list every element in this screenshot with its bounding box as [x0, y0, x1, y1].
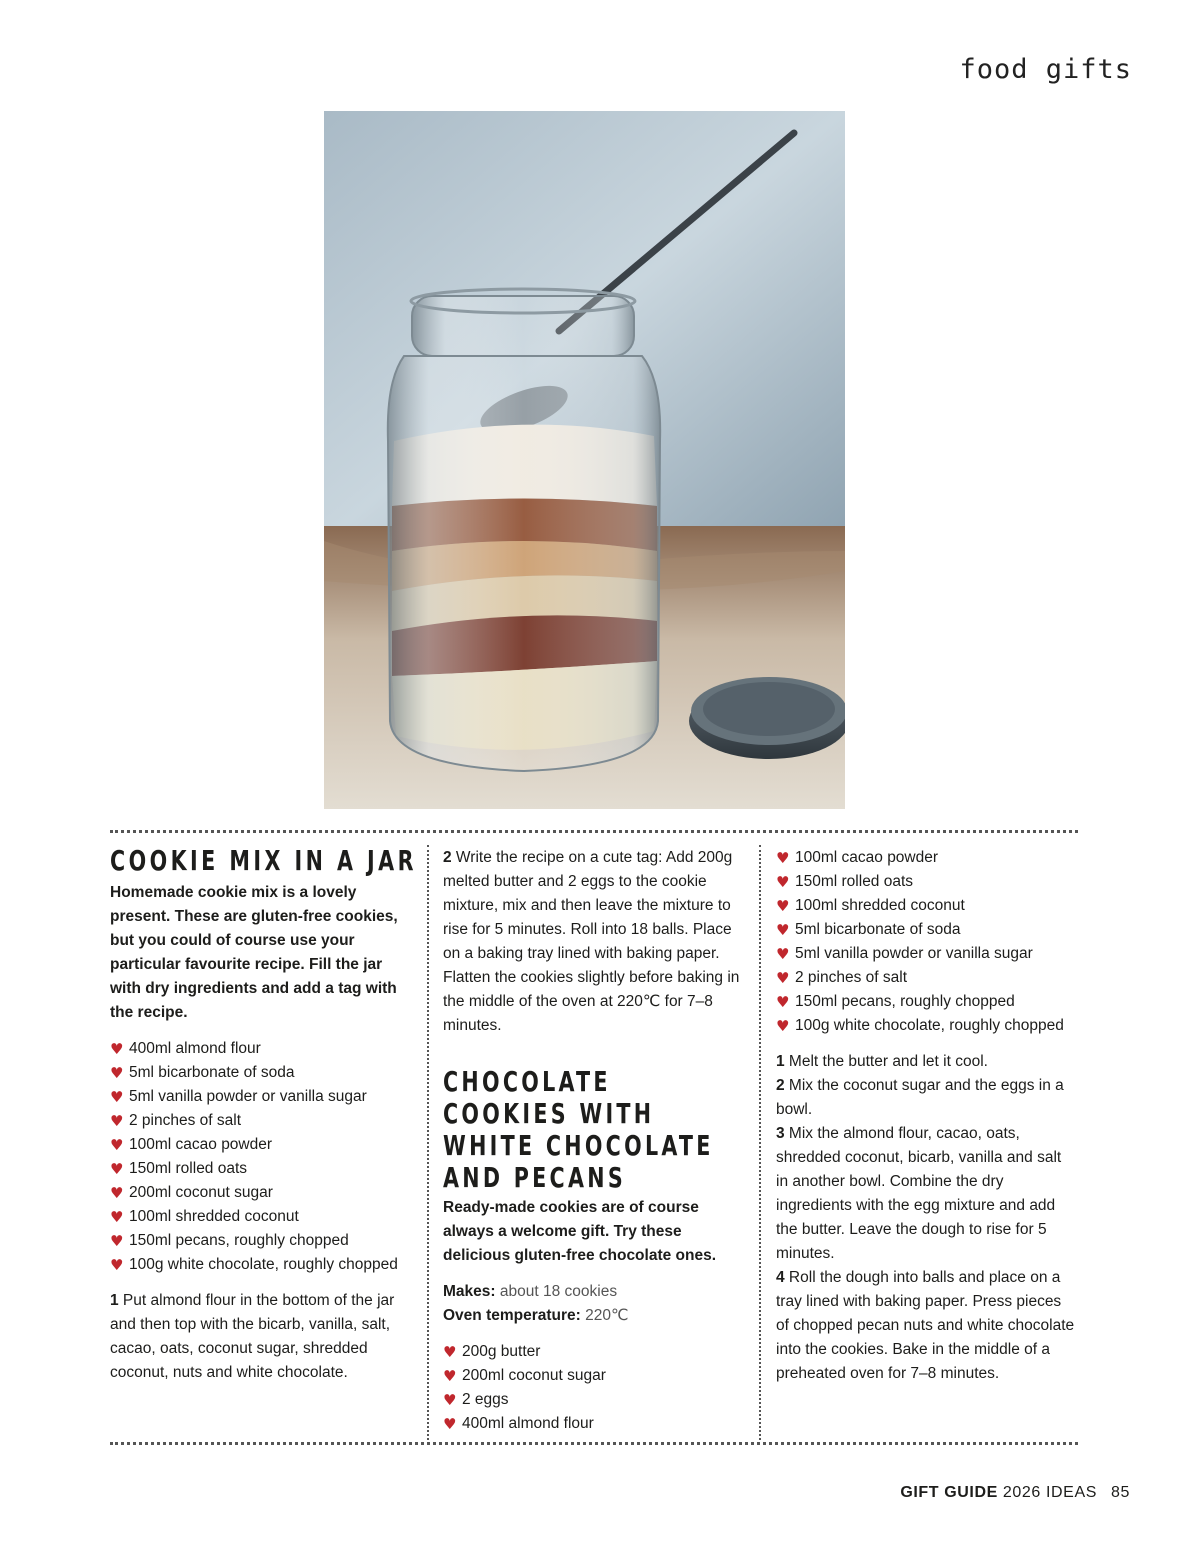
heart-icon: ♥ [443, 1391, 457, 1409]
ingredient-list-chocolate-cookies-cont [776, 846, 1076, 1038]
cookie-jar-photo [324, 111, 845, 809]
list-item: ♥ 2 pinches of salt [776, 966, 1076, 990]
section-tag: food gifts [959, 54, 1132, 85]
list-item: ♥ 100g white chocolate, roughly chopped [110, 1253, 408, 1277]
list-item: ♥ 100ml cacao powder [776, 846, 1076, 870]
heart-icon: ♥ [110, 1136, 124, 1154]
ingredient-list-cookie-mix [110, 1037, 408, 1277]
heart-icon: ♥ [110, 1088, 124, 1106]
method-step: 3 Mix the almond flour, cacao, oats, shredded coconut, bicarb, vanilla and salt in another bowl. Combine the dry ingredients with the egg mixture and add the butter. Leave the dough to rise for 5 minutes. [776, 1125, 1062, 1262]
heart-icon: ♥ [776, 897, 790, 915]
list-item: ♥ 200ml coconut sugar [443, 1364, 743, 1388]
top-dotted-rule [110, 830, 1078, 833]
column-divider-1 [427, 845, 429, 1440]
method-step: 2 Mix the coconut sugar and the eggs in a bowl. [776, 1077, 1064, 1118]
heart-icon: ♥ [110, 1184, 124, 1202]
heart-icon: ♥ [110, 1160, 124, 1178]
list-item: ♥ 5ml bicarbonate of soda [776, 918, 1076, 942]
heart-icon: ♥ [776, 969, 790, 987]
heart-icon: ♥ [776, 993, 790, 1011]
heart-icon: ♥ [110, 1256, 124, 1274]
ingredient-list-chocolate-cookies [443, 1340, 743, 1436]
method-step: 4 Roll the dough into balls and place on a tray lined with baking paper. Press pieces of chopped pecan nuts and white chocolate into the cookies. Bake in the middle of a preheated oven for 7–8 minutes. [776, 1269, 1075, 1382]
list-item: ♥ 400ml almond flour [110, 1037, 408, 1061]
list-item: ♥ 5ml bicarbonate of soda [110, 1061, 408, 1085]
recipe-intro-cookie-mix: Homemade cookie mix is a lovely present. These are gluten-free cookies, but you could of course use your particular favourite recipe. Fill the jar with dry ingredients and add a tag with the recipe. [110, 884, 398, 1021]
list-item: ♥ 2 pinches of salt [110, 1109, 408, 1133]
heart-icon: ♥ [443, 1343, 457, 1361]
list-item: ♥ 100g white chocolate, roughly chopped [776, 1014, 1076, 1038]
list-item: ♥ 200g butter [443, 1340, 743, 1364]
heart-icon: ♥ [443, 1415, 457, 1433]
list-item: ♥ 150ml rolled oats [776, 870, 1076, 894]
list-item: ♥ 5ml vanilla powder or vanilla sugar [110, 1085, 408, 1109]
method-step: 2 Write the recipe on a cute tag: Add 200g melted butter and 2 eggs to the cookie mixture, mix and then leave the mixture to rise for 5 minutes. Roll into 18 balls. Place on a baking tray lined with baking paper. Flatten the cookies slightly before baking in the middle of the oven at 220℃ for 7–8 minutes. [443, 849, 740, 1034]
footer-issue: 2026 IDEAS [997, 1484, 1097, 1501]
list-item: ♥ 100ml shredded coconut [110, 1205, 408, 1229]
recipe-intro-chocolate-cookies: Ready-made cookies are of course always a welcome gift. Try these delicious gluten-free chocolate ones. [443, 1199, 717, 1264]
column-2 [443, 846, 743, 1448]
recipe-title-cookie-mix: COOKIE MIX IN A JAR [110, 844, 417, 877]
heart-icon: ♥ [110, 1064, 124, 1082]
heart-icon: ♥ [443, 1367, 457, 1385]
list-item: ♥ 150ml pecans, roughly chopped [776, 990, 1076, 1014]
heart-icon: ♥ [776, 873, 790, 891]
method-step: 1 Put almond flour in the bottom of the jar and then top with the bicarb, vanilla, salt, cacao, oats, coconut sugar, shredded coconut, nuts and white chocolate. [110, 1292, 395, 1381]
heart-icon: ♥ [110, 1208, 124, 1226]
footer-brand: GIFT GUIDE [900, 1484, 998, 1501]
bottom-dotted-rule [110, 1442, 1078, 1445]
heart-icon: ♥ [110, 1112, 124, 1130]
column-3 [776, 846, 1076, 1386]
recipe-meta: Makes: about 18 cookies Oven temperature: 220℃ [443, 1283, 629, 1324]
list-item: ♥ 150ml rolled oats [110, 1157, 408, 1181]
heart-icon: ♥ [110, 1040, 124, 1058]
list-item: ♥ 150ml pecans, roughly chopped [110, 1229, 408, 1253]
heart-icon: ♥ [776, 921, 790, 939]
list-item: ♥ 200ml coconut sugar [110, 1181, 408, 1205]
heart-icon: ♥ [110, 1232, 124, 1250]
heart-icon: ♥ [776, 945, 790, 963]
list-item: ♥ 5ml vanilla powder or vanilla sugar [776, 942, 1076, 966]
list-item: ♥ 2 eggs [443, 1388, 743, 1412]
column-1 [110, 844, 417, 1385]
page-footer [900, 1484, 1130, 1502]
heart-icon: ♥ [776, 1017, 790, 1035]
list-item: ♥ 100ml shredded coconut [776, 894, 1076, 918]
column-divider-2 [759, 845, 761, 1440]
list-item: ♥ 400ml almond flour [443, 1412, 743, 1436]
cookie-jar-illustration [324, 111, 845, 809]
method-step: 1 Melt the butter and let it cool. [776, 1053, 988, 1070]
list-item: ♥ 100ml cacao powder [110, 1133, 408, 1157]
heart-icon: ♥ [776, 849, 790, 867]
page-number: 85 [1111, 1484, 1130, 1501]
recipe-title-chocolate-cookies: CHOCOLATE COOKIES WITH WHITE CHOCOLATE AND PECANS [443, 1065, 714, 1194]
